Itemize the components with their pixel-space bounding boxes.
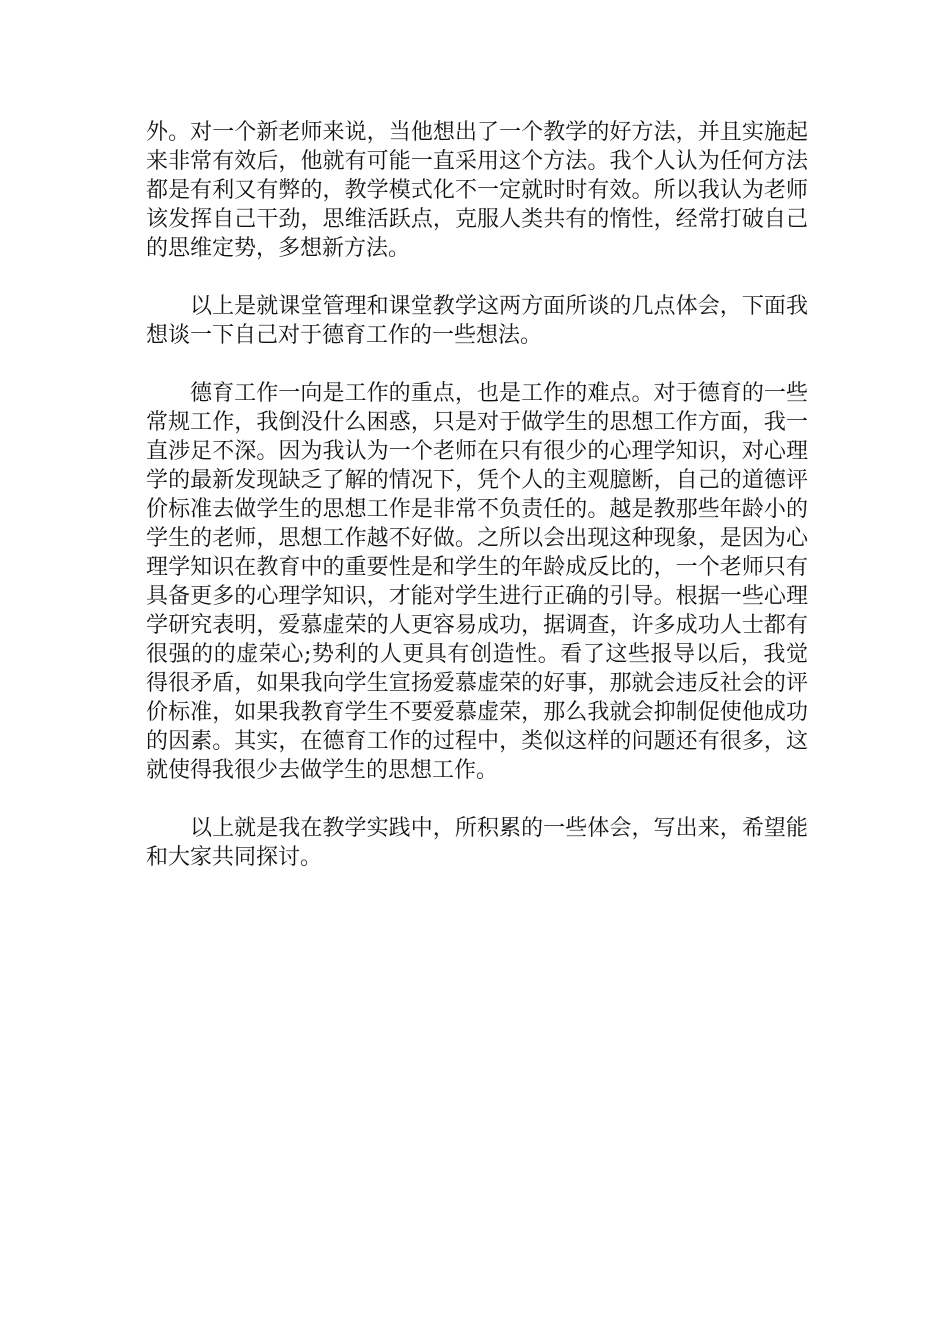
paragraph-2: 以上是就课堂管理和课堂教学这两方面所谈的几点体会，下面我想谈一下自己对于德育工作的一些想法。: [146, 294, 808, 348]
paragraph-1: 外。对一个新老师来说，当他想出了一个教学的好方法，并且实施起来非常有效后，他就有可能一直采用这个方法。我个人认为任何方法都是有利又有弊的，教学模式化不一定就时时有效。所以我认为老师该发挥自己干劲，思维活跃点，克服人类共有的惰性，经常打破自己的思维定势，多想新方法。: [146, 120, 808, 261]
paragraph-4: 以上就是我在教学实践中，所积累的一些体会，写出来，希望能和大家共同探讨。: [146, 816, 808, 870]
paragraph-3: 德育工作一向是工作的重点，也是工作的难点。对于德育的一些常规工作，我倒没什么困惑，只是对于做学生的思想工作方面，我一直涉足不深。因为我认为一个老师在只有很少的心理学知识，对心理学的最新发现缺乏了解的情况下，凭个人的主观臆断，自己的道德评价标准去做学生的思想工作是非常不负责任的。越是教那些年龄小的学生的老师，思想工作越不好做。之所以会出现这种现象，是因为心理学知识在教育中的重要性是和学生的年龄成反比的，一个老师只有具备更多的心理学知识，才能对学生进行正确的引导。根据一些心理学研究表明，爱慕虚荣的人更容易成功，据调查，许多成功人士都有很强的的虚荣心;势利的人更具有创造性。看了这些报导以后，我觉得很矛盾，如果我向学生宣扬爱慕虚荣的好事，那就会违反社会的评价标准，如果我教育学生不要爱慕虚荣，那么我就会抑制促使他成功的因素。其实，在德育工作的过程中，类似这样的问题还有很多，这就使得我很少去做学生的思想工作。: [146, 381, 808, 783]
document-body: [146, 118, 808, 901]
